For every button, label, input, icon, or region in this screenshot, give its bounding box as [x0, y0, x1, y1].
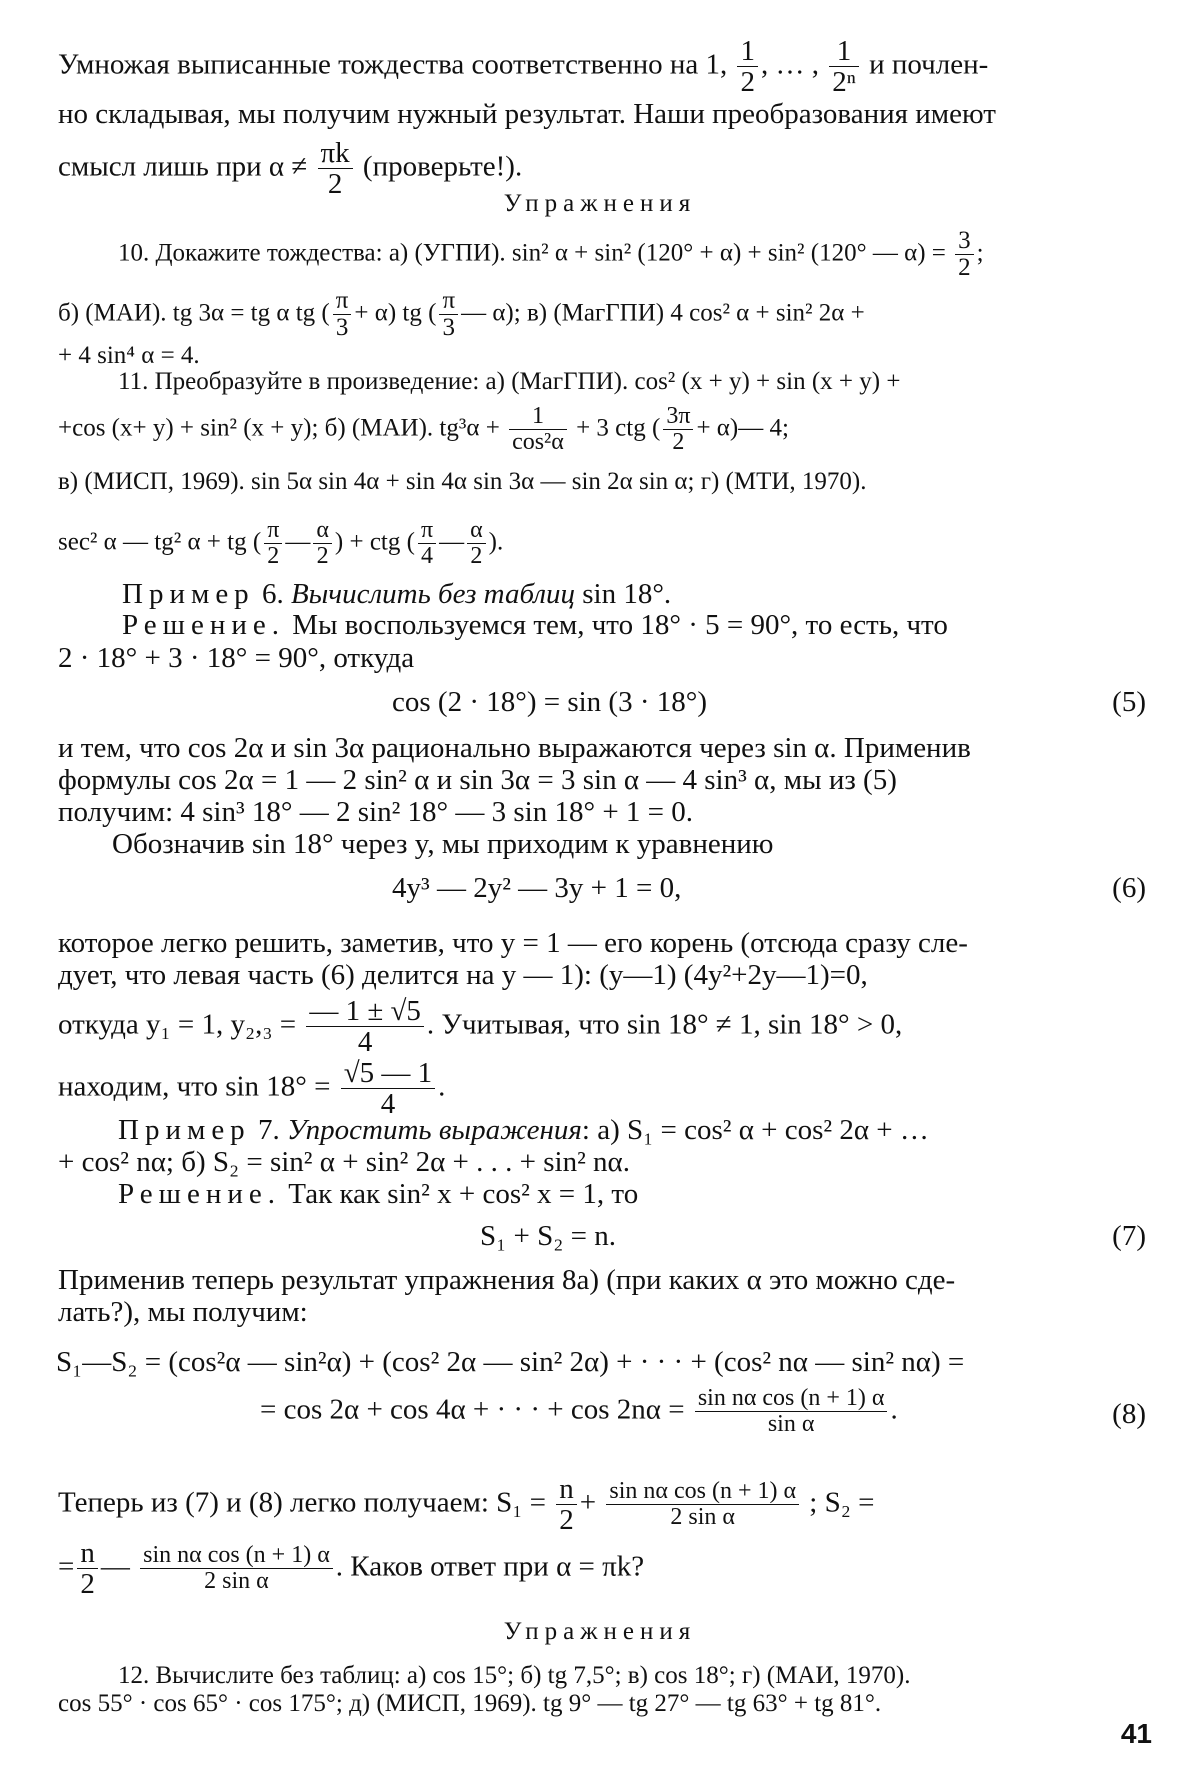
- example-7-para-2: лать?), мы получим:: [58, 1296, 308, 1328]
- denominator: 2: [740, 66, 755, 99]
- equation-6: 4y³ — 2y² — 3y + 1 = 0,: [392, 872, 682, 904]
- denominator: 2: [267, 543, 280, 570]
- exercise-11-line-2: +cos (x+ y) + sin² (x + y); б) (МАИ). tg³α + $\frac{1}{\text{cos²α}}$ + 3 ctg ( $\frac{3\pi}{2}$ + α)— 4;: [58, 403, 789, 456]
- text: tg: [402, 299, 422, 327]
- text: , … ,: [760, 48, 819, 81]
- denominator: 3: [442, 314, 455, 342]
- example-number: 6.: [261, 578, 284, 610]
- fraction: [556, 1474, 577, 1536]
- example-7-heading: [118, 1112, 1200, 1148]
- numerator: 3π: [663, 404, 693, 430]
- text: + 3 ctg: [576, 414, 646, 442]
- text: —: [100, 1550, 130, 1583]
- text: . Учитывая, что sin 18° ≠ 1, sin 18° > 0,: [426, 1008, 903, 1041]
- text: +: [579, 1486, 597, 1519]
- text: Мы воспользуемся тем, что 18° · 5 = 90°, то есть, что: [292, 609, 948, 641]
- text: —: [439, 528, 465, 556]
- equation-5: cos (2 · 18°) = sin (3 · 18°): [392, 686, 707, 718]
- fraction: [264, 518, 282, 569]
- equation-7-number: (7): [1112, 1220, 1146, 1252]
- denominator: 3: [335, 314, 349, 342]
- example-number: 7.: [257, 1114, 280, 1146]
- denominator: 2: [958, 254, 971, 282]
- example-6-para-1: и тем, что cos 2α и sin 3α рационально выражаются через sin α. Применив: [58, 732, 971, 764]
- text: sec² α — tg² α + tg: [58, 528, 247, 556]
- text: Умножая выписанные тождества соответственно на 1,: [58, 48, 728, 81]
- fraction: [140, 1543, 333, 1594]
- exercise-11-line-4: sec² α — tg² α + tg ( $\frac{\pi}{2}$ — $\frac{\alpha}{2}$ ) + ctg ( $\frac{\pi}{4}$ — $\frac{\alpha}{2}$ ).: [58, 517, 504, 570]
- example-6-para-2: формулы cos 2α = 1 — 2 sin² α и sin 3α = 3 sin α — 4 sin³ α, мы из (5): [58, 764, 897, 796]
- text: — 4;: [738, 414, 789, 442]
- exercises-heading-2: Упражнения: [503, 1618, 697, 1645]
- text: Так как sin² x + cos² x = 1, то: [288, 1178, 639, 1210]
- fraction: [333, 288, 352, 342]
- example-6-para-8: [58, 1058, 1148, 1120]
- equation-7: S₁ + S₂ = n.: [480, 1220, 616, 1252]
- example-7-line-2: + cos² nα; б) S₂ = sin² α + sin² 2α + . . . + sin² nα.: [58, 1146, 630, 1178]
- denominator: 2: [672, 429, 685, 456]
- text: + α: [354, 299, 388, 327]
- example-7-para-4: [58, 1538, 1148, 1600]
- numerator: π: [264, 518, 282, 544]
- exercises-heading-1: Упражнения: [503, 190, 697, 217]
- text: ; S₂ =: [809, 1486, 875, 1519]
- numerator: n: [556, 1474, 577, 1505]
- numerator: n: [77, 1538, 98, 1569]
- numerator: √5 — 1: [341, 1058, 435, 1089]
- denominator: 2 sin α: [204, 1568, 269, 1595]
- example-7-para-1: Применив теперь результат упражнения 8а) (при каких α это можно сде-: [58, 1264, 956, 1296]
- text: и почлен-: [869, 48, 989, 81]
- numerator: sin nα cos (n + 1) α: [140, 1543, 333, 1569]
- text: .: [438, 1070, 446, 1103]
- denominator: 2: [316, 543, 329, 570]
- example-6-para-6: дует, что левая часть (6) делится на y — 1): (y—1) (4y²+2y—1)=0,: [58, 959, 868, 991]
- denominator: cos²α: [512, 429, 564, 456]
- text: смысл лишь при α ≠: [58, 150, 308, 183]
- text: sin 18°.: [582, 578, 672, 610]
- text: = cos 2α + cos 4α + · · · + cos 2nα =: [260, 1393, 685, 1426]
- text: — α: [461, 299, 506, 327]
- denominator: 2: [559, 1504, 574, 1537]
- text: =: [58, 1550, 75, 1583]
- text: 10. Докажите тождества: а) (УГПИ). sin² α + sin² (120° + α) + sin² (120° — α) =: [118, 239, 946, 267]
- fraction: [418, 518, 436, 569]
- fraction: [313, 518, 332, 569]
- denominator: 4: [357, 1026, 373, 1059]
- example-6-solution-line-1: [122, 607, 1200, 643]
- fraction: [955, 228, 974, 282]
- solution-label: Решение.: [122, 609, 285, 641]
- text: откуда y₁ = 1, y₂,₃ =: [58, 1008, 297, 1041]
- text: ; в) (МагГПИ) 4 cos² α + sin² 2α +: [513, 299, 865, 327]
- equation-8-line-2: [260, 1386, 898, 1437]
- example-task: Вычислить без таблиц: [290, 578, 575, 610]
- example-6-para-3: получим: 4 sin³ 18° — 2 sin² 18° — 3 sin 18° + 1 = 0.: [58, 796, 694, 828]
- fraction: [467, 518, 486, 569]
- exercise-10-line-1: [118, 228, 1200, 282]
- page-number: 41: [1120, 1718, 1152, 1749]
- numerator: sin nα cos (n + 1) α: [606, 1479, 799, 1505]
- exercise-12-line-2: cos 55° · cos 65° · cos 175°; д) (МИСП, 1969). tg 9° — tg 27° — tg 63° + tg 81°.: [58, 1690, 882, 1717]
- text: + α: [696, 414, 730, 442]
- example-label: Пример: [118, 1114, 251, 1146]
- numerator: πk: [318, 138, 353, 169]
- text: (проверьте!).: [362, 150, 523, 183]
- text: .: [496, 528, 504, 556]
- example-task: Упростить выражения: [286, 1114, 582, 1146]
- text: ;: [976, 239, 984, 267]
- numerator: sin nα cos (n + 1) α: [695, 1386, 888, 1412]
- intro-line-2: но складывая, мы получим нужный результат. Наши преобразования имеют: [58, 98, 996, 130]
- numerator: π: [333, 288, 352, 315]
- text: Теперь из (7) и (8) легко получаем: S₁ =: [58, 1486, 547, 1519]
- text: + ctg: [349, 528, 401, 556]
- equation-6-number: (6): [1112, 872, 1146, 904]
- equation-5-number: (5): [1112, 686, 1146, 718]
- denominator: 2: [80, 1568, 95, 1601]
- denominator: 2 sin α: [670, 1504, 735, 1531]
- numerator: π: [439, 288, 458, 315]
- equation-8-number: (8): [1112, 1398, 1146, 1430]
- example-6-solution-line-2: 2 · 18° + 3 · 18° = 90°, откуда: [58, 642, 415, 674]
- numerator: 1: [509, 404, 567, 430]
- text: .: [890, 1393, 898, 1426]
- text: +cos (x+ y) + sin² (x + y); б) (МАИ). tg³α +: [58, 414, 500, 442]
- fraction: [829, 36, 859, 98]
- exercise-12-line-1: 12. Вычислите без таблиц: а) cos 15°; б) tg 7,5°; в) cos 18°; г) (МАИ, 1970).: [118, 1662, 911, 1689]
- numerator: — 1 ± √5: [306, 996, 424, 1027]
- solution-label: Решение.: [118, 1178, 281, 1210]
- numerator: 1: [829, 36, 859, 67]
- denominator: 2ⁿ: [832, 66, 856, 99]
- text: . Каков ответ при α = πk?: [335, 1550, 645, 1583]
- fraction: [606, 1479, 799, 1530]
- fraction: [695, 1386, 888, 1437]
- example-7-para-3: [58, 1474, 1148, 1536]
- fraction: [439, 288, 458, 342]
- denominator: sin α: [767, 1411, 815, 1438]
- example-label: Пример: [122, 578, 255, 610]
- denominator: 2: [470, 543, 483, 570]
- intro-line-1: [58, 36, 1148, 98]
- numerator: 3: [955, 228, 974, 255]
- denominator: 2: [327, 168, 343, 201]
- text: б) (МАИ). tg 3α = tg α tg: [58, 299, 316, 327]
- equation-8-line-1: S₁—S₂ = (cos²α — sin²α) + (cos² 2α — sin² 2α) + · · · + (cos² nα — sin² nα) =: [56, 1346, 965, 1378]
- numerator: α: [467, 518, 486, 544]
- fraction: [663, 404, 693, 455]
- fraction: [77, 1538, 98, 1600]
- example-6-para-7: [58, 996, 1148, 1058]
- fraction: [341, 1058, 435, 1120]
- exercise-11-line-3: в) (МИСП, 1969). sin 5α sin 4α + sin 4α sin 3α — sin 2α sin α; г) (МТИ, 1970).: [58, 468, 867, 495]
- exercise-10-line-2: б) (МАИ). tg 3α = tg α tg ( $\frac{\pi}{3}$ + α) tg ( $\frac{\pi}{3}$ — α); в) (МагГПИ) 4 cos² α + sin² 2α +: [58, 287, 865, 342]
- exercise-10-line-3: + 4 sin⁴ α = 4.: [58, 342, 200, 369]
- denominator: 4: [421, 543, 434, 570]
- numerator: 1: [737, 36, 758, 67]
- text: находим, что sin 18° =: [58, 1070, 331, 1103]
- numerator: π: [418, 518, 436, 544]
- denominator: 4: [380, 1088, 396, 1121]
- fraction: [737, 36, 758, 98]
- fraction: [509, 404, 567, 455]
- example-7-solution: [118, 1176, 1200, 1212]
- fraction: [306, 996, 424, 1058]
- text: : а) S₁ = cos² α + cos² 2α + …: [581, 1114, 929, 1146]
- example-6-para-4: Обозначив sin 18° через y, мы приходим к уравнению: [112, 828, 774, 860]
- numerator: α: [313, 518, 332, 544]
- text: —: [285, 528, 311, 556]
- exercise-11-line-1: 11. Преобразуйте в произведение: а) (МагГПИ). cos² (x + y) + sin (x + y) +: [118, 368, 901, 395]
- example-6-para-5: которое легко решить, заметив, что y = 1 — его корень (отсюда сразу сле-: [58, 927, 968, 959]
